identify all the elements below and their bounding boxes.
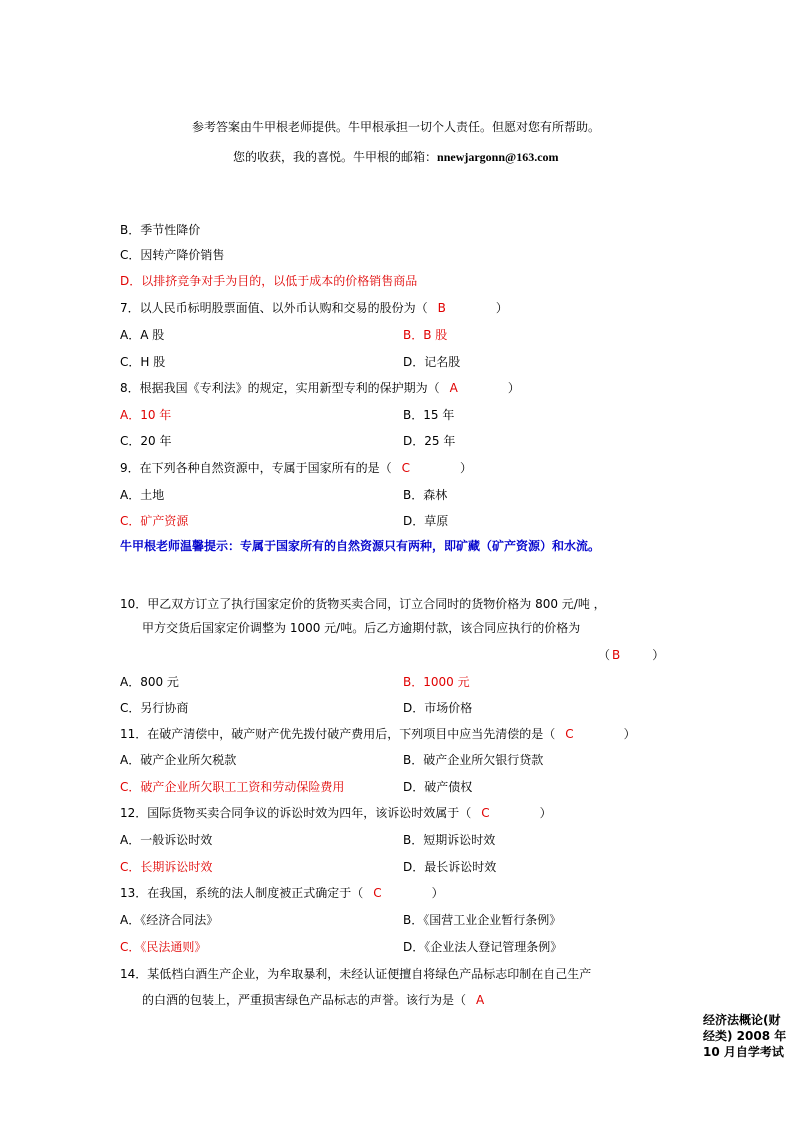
q9-tip: 牛甲根老师温馨提示：专属于国家所有的自然资源只有两种，即矿藏（矿产资源）和水流。 — [120, 539, 601, 553]
q14-stem-line1: 14．某低档白酒生产企业，为牟取暴利，未经认证便擅自将绿色产品标志印制在自己生产 — [120, 967, 592, 981]
q7-option-a: A．A 股 — [120, 328, 165, 342]
prev-option-c: C．因转产降价销售 — [120, 248, 225, 262]
q9-option-d: D．草原 — [403, 514, 449, 528]
q13-option-d: D．《企业法人登记管理条例》 — [403, 940, 563, 954]
q9-stem-text: 9．在下列各种自然资源中，专属于国家所有的是（ — [120, 461, 392, 475]
q7-stem-text: 7．以人民币标明股票面值、以外币认购和交易的股份为（ — [120, 301, 428, 315]
q10-open: （ — [598, 648, 611, 662]
q8-option-c: C．20 年 — [120, 434, 172, 448]
q11-option-c: C．破产企业所欠职工工资和劳动保险费用 — [120, 780, 345, 794]
q11-stem-text: 11．在破产清偿中，破产财产优先拨付破产费用后，下列项目中应当先清偿的是（ — [120, 727, 556, 741]
q12-stem-text: 12．国际货物买卖合同争议的诉讼时效为四年，该诉讼时效属于（ — [120, 806, 472, 820]
footer-exam-title: 经济法概论(财经类) 2008 年 10 月自学考试 — [703, 1013, 787, 1059]
q8-option-d: D．25 年 — [403, 434, 456, 448]
header-email: nnewjargonn@163.com — [437, 150, 559, 164]
q10-close: ） — [652, 648, 665, 662]
header-contact — [233, 149, 559, 165]
prev-option-d: D．以排挤竞争对手为目的，以低于成本的价格销售商品 — [120, 274, 418, 288]
q13-option-c: C．《民法通则》 — [120, 940, 207, 954]
header-disclaimer: 参考答案由牛甲根老师提供。牛甲根承担一切个人责任。但愿对您有所帮助。 — [192, 120, 601, 134]
q11-answer: C — [565, 727, 574, 741]
q10-option-d: D．市场价格 — [403, 701, 473, 715]
q9-option-a: A．土地 — [120, 488, 165, 502]
q8-stem-text: 8．根据我国《专利法》的规定，实用新型专利的保护期为（ — [120, 381, 440, 395]
q11-stem — [120, 726, 636, 742]
q8-option-a: A．10 年 — [120, 408, 172, 422]
q9-close: ） — [460, 461, 473, 475]
q11-close: ） — [623, 727, 636, 741]
q9-answer: C — [401, 461, 411, 475]
header-contact-text: 您的收获，我的喜悦。牛甲根的邮箱： — [233, 150, 438, 164]
q9-option-c: C．矿产资源 — [120, 514, 189, 528]
q8-option-b: B．15 年 — [403, 408, 455, 422]
q13-answer: C — [373, 886, 382, 900]
q12-option-c: C．长期诉讼时效 — [120, 860, 213, 874]
q7-option-d: D．记名股 — [403, 355, 461, 369]
q8-answer: A — [449, 381, 458, 395]
q13-stem — [120, 885, 444, 901]
q11-option-a: A．破产企业所欠税款 — [120, 753, 237, 767]
q12-option-d: D．最长诉讼时效 — [403, 860, 497, 874]
q12-answer: C — [481, 806, 490, 820]
q7-option-b: B．B 股 — [403, 328, 448, 342]
q14-stem-text: 的白酒的包装上，严重损害绿色产品标志的声誉。该行为是（ — [142, 993, 467, 1007]
q7-close: ） — [495, 301, 508, 315]
q10-stem-line2: 甲方交货后国家定价调整为 1000 元/吨。后乙方逾期付款，该合同应执行的价格为 — [142, 621, 581, 635]
prev-option-b: B．季节性降价 — [120, 223, 201, 237]
q7-stem — [120, 300, 508, 316]
q11-option-b: B．破产企业所欠银行贷款 — [403, 753, 544, 767]
q10-answer-bracket — [598, 647, 664, 663]
q12-close: ） — [539, 806, 552, 820]
q13-option-a: A．《经济合同法》 — [120, 913, 219, 927]
q8-close: ） — [507, 381, 520, 395]
q14-stem-line2 — [142, 992, 484, 1008]
q13-option-b: B．《国营工业企业暂行条例》 — [403, 913, 562, 927]
q11-option-d: D．破产债权 — [403, 780, 473, 794]
q13-stem-text: 13．在我国，系统的法人制度被正式确定于（ — [120, 886, 364, 900]
q7-answer: B — [437, 301, 446, 315]
q8-stem — [120, 380, 520, 396]
q12-option-b: B．短期诉讼时效 — [403, 833, 496, 847]
q10-option-a: A．800 元 — [120, 675, 179, 689]
q10-stem-line1: 10．甲乙双方订立了执行国家定价的货物买卖合同，订立合同时的货物价格为 800 元/吨 ， — [120, 597, 606, 611]
q10-option-b: B．1000 元 — [403, 675, 470, 689]
q12-stem — [120, 805, 552, 821]
q13-close: ） — [431, 886, 444, 900]
q14-answer: A — [476, 993, 485, 1007]
q12-option-a: A．一般诉讼时效 — [120, 833, 213, 847]
q10-option-c: C．另行协商 — [120, 701, 189, 715]
q7-option-c: C．H 股 — [120, 355, 166, 369]
q9-option-b: B．森林 — [403, 488, 448, 502]
q10-answer: B — [612, 648, 621, 662]
q9-stem — [120, 460, 472, 476]
